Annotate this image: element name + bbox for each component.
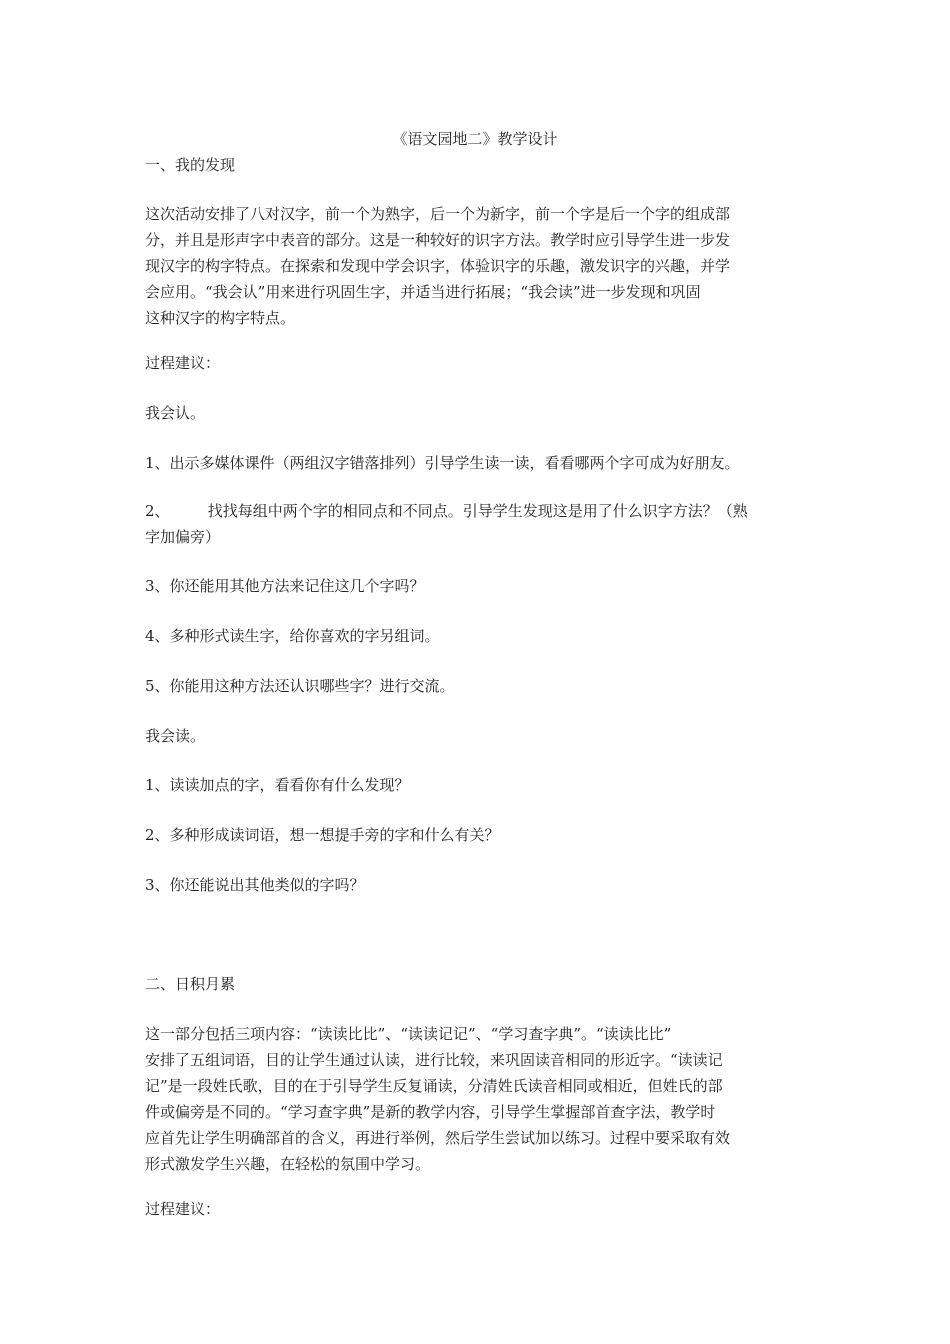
paragraph-line: 分，并且是形声字中表音的部分。这是一种较好的识字方法。教学时应引导学生进一步发	[145, 231, 731, 249]
list-item: 1、读读加点的字，看看你有什么发现？	[145, 776, 410, 794]
process-suggestion-label: 过程建议：	[145, 354, 221, 372]
list-item: 1、出示多媒体课件（两组汉字错落排列）引导学生读一读，看看哪两个字可成为好朋友。	[145, 454, 740, 472]
paragraph-line: 形式激发学生兴趣，在轻松的氛围中学习。	[145, 1155, 431, 1173]
section1-intro-paragraph	[145, 201, 810, 331]
list-item-line: 字加偏旁）	[145, 528, 221, 546]
paragraph-line: 这次活动安排了八对汉字，前一个为熟字，后一个为新字，前一个字是后一个字的组成部	[145, 205, 731, 223]
document-title: 《语文园地二》教学设计	[392, 130, 558, 148]
list-item	[145, 498, 810, 550]
paragraph-line: 安排了五组词语，目的让学生通过认读，进行比较，来巩固读音相同的形近字。“读读记	[145, 1051, 723, 1069]
list-item: 3、你还能用其他方法来记住这几个字吗？	[145, 577, 425, 595]
paragraph-line: 会应用。“我会认”用来进行巩固生字，并适当进行拓展；“我会读”进一步发现和巩固	[145, 283, 701, 301]
process-suggestion-label: 过程建议：	[145, 1200, 221, 1218]
list-item: 3、你还能说出其他类似的字吗？	[145, 876, 365, 894]
paragraph-line: 件或偏旁是不同的。“学习查字典”是新的教学内容，引导学生掌握部首查字法，教学时	[145, 1103, 716, 1121]
list-item: 4、多种形式读生字，给你喜欢的字另组词。	[145, 627, 440, 645]
section1-heading: 一、我的发现	[145, 156, 236, 174]
list-item: 2、多种形成读词语，想一想提手旁的字和什么有关？	[145, 826, 500, 844]
section2-intro-paragraph	[145, 1021, 810, 1177]
paragraph-line: 这一部分包括三项内容：“读读比比”、“读读记记”、“学习查字典”。“读读比比”	[145, 1025, 672, 1043]
read-label: 我会读。	[145, 727, 206, 745]
section2-heading: 二、日积月累	[145, 975, 236, 993]
paragraph-line: 应首先让学生明确部首的含义，再进行举例，然后学生尝试加以练习。过程中要采取有效	[145, 1129, 731, 1147]
list-item: 5、你能用这种方法还认识哪些字？进行交流。	[145, 677, 455, 695]
recognize-label: 我会认。	[145, 404, 206, 422]
paragraph-line: 记”是一段姓氏歌，目的在于引导学生反复诵读，分清姓氏读音相同或相近，但姓氏的部	[145, 1077, 723, 1095]
list-item-line: 2、 找找每组中两个字的相同点和不同点。引导学生发现这是用了什么识字方法？（熟	[145, 502, 748, 520]
paragraph-line: 现汉字的构字特点。在探索和发现中学会识字，体验识字的乐趣，激发识字的兴趣，并学	[145, 257, 731, 275]
paragraph-line: 这种汉字的构字特点。	[145, 309, 296, 327]
